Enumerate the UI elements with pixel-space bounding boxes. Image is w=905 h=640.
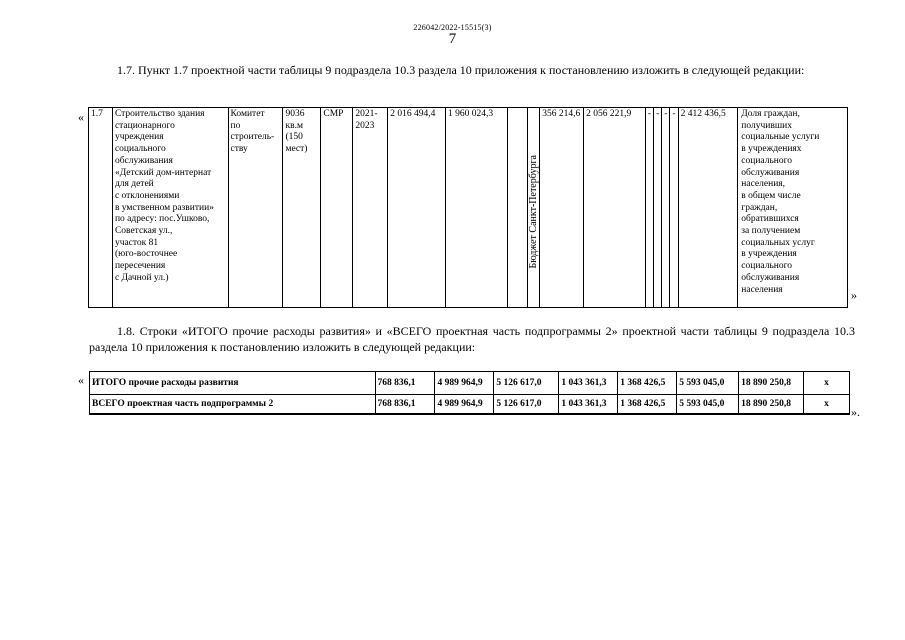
period-line: 2023 — [355, 120, 375, 131]
row-value: 5 126 617,0 — [494, 372, 559, 395]
item-work-type: СМР — [321, 108, 353, 308]
indicator-line: населения, — [741, 179, 786, 190]
item-dash: - — [662, 108, 670, 308]
item-value-1: 2 016 494,4 — [388, 108, 446, 308]
item-empty-cell — [507, 108, 527, 308]
row-value: 1 368 426,5 — [618, 395, 677, 415]
row-value: 1 043 361,3 — [559, 372, 618, 395]
row-value: 1 368 426,5 — [618, 372, 677, 395]
row-label: ИТОГО прочие расходы развития — [90, 372, 376, 395]
executor-line: Комитет — [230, 109, 265, 119]
capacity-line: 9036 — [285, 109, 305, 119]
item-value-2: 1 960 024,3 — [446, 108, 508, 308]
indicator-line: в учреждениях — [741, 144, 802, 155]
close-quote-1-8: ». — [851, 405, 860, 419]
row-value: 5 593 045,0 — [677, 372, 739, 395]
document-number: 226042/2022-15515(3) — [413, 23, 492, 32]
indicator-line: за получением — [741, 226, 801, 237]
open-quote-1-7: « — [78, 110, 84, 124]
table-row — [90, 395, 850, 415]
page-number: 7 — [448, 31, 457, 47]
indicator-line: Доля граждан, — [741, 109, 800, 119]
indicator-line: в общем числе — [741, 190, 801, 201]
item-value-4: 2 056 221,9 — [584, 108, 646, 308]
capacity-line: кв.м — [285, 120, 303, 131]
row-value: 18 890 250,8 — [739, 372, 804, 395]
indicator-line: граждан, — [741, 202, 778, 213]
capacity-line: мест) — [285, 144, 308, 155]
row-value: 18 890 250,8 — [739, 395, 804, 415]
item-executor — [228, 108, 283, 308]
row-value: 4 989 964,9 — [435, 372, 494, 395]
row-value: 5 126 617,0 — [494, 395, 559, 415]
item-name-line: пересечения — [114, 261, 166, 272]
close-quote-1-7: » — [851, 288, 857, 302]
indicator-line: обслуживания — [741, 272, 800, 283]
row-value: 768 836,1 — [375, 372, 435, 395]
item-indicator — [738, 108, 848, 308]
indicator-line: получивших — [741, 120, 792, 131]
row-value: 4 989 964,9 — [435, 395, 494, 415]
indicator-line: в учреждения — [741, 249, 797, 260]
item-capacity — [283, 108, 321, 308]
executor-line: строитель- — [230, 132, 275, 143]
item-name-line: социального — [114, 144, 166, 155]
row-value: 768 836,1 — [375, 395, 435, 415]
item-name-line: участок 81 — [114, 237, 159, 248]
indicator-line: населения — [741, 284, 783, 295]
table-row — [89, 108, 848, 308]
indicator-line: социального — [741, 155, 793, 166]
table-totals — [89, 371, 850, 415]
row-value: 5 593 045,0 — [677, 395, 739, 415]
row-value: x — [804, 372, 850, 395]
table-item-1-7 — [88, 107, 848, 308]
item-name-line: в умственном развитии» — [114, 202, 214, 213]
item-name-line: (юго-восточнее — [114, 249, 178, 260]
item-name-line: для детей — [114, 179, 154, 190]
item-number: 1.7 — [89, 108, 113, 308]
period-line: 2021- — [355, 109, 378, 119]
item-name-line: учреждения — [114, 132, 164, 143]
funding-source-text: Бюджет Санкт-Петербурга — [527, 154, 539, 269]
item-name-line: с Дачной ул.) — [114, 272, 169, 283]
item-value-3: 356 214,6 — [540, 108, 584, 308]
item-period — [353, 108, 388, 308]
item-dash: - — [654, 108, 662, 308]
indicator-line: обратившихся — [741, 214, 799, 225]
item-dash: - — [645, 108, 653, 308]
executor-line: по — [230, 120, 241, 131]
paragraph-1-7: 1.7. Пункт 1.7 проектной части таблицы 9 подраздела 10.3 раздела 10 приложения к постановлению изложить в следующей редакции: — [117, 63, 805, 77]
indicator-line: социальных услуг — [741, 237, 815, 248]
row-value: x — [804, 395, 850, 415]
indicator-line: обслуживания — [741, 167, 800, 178]
capacity-line: (150 — [285, 132, 303, 143]
item-name-line: Советская ул., — [114, 226, 173, 237]
row-label: ВСЕГО проектная часть подпрограммы 2 — [90, 395, 376, 415]
item-value-5: 2 412 436,5 — [678, 108, 738, 308]
item-name-line: Строительство здания — [114, 109, 205, 119]
indicator-line: социальные услуги — [741, 132, 820, 143]
item-name — [112, 108, 228, 308]
item-name-line: по адресу: пос.Ушково, — [114, 214, 210, 225]
item-name-line: с отклонениями — [114, 190, 180, 201]
open-quote-1-8: « — [78, 373, 84, 387]
item-dash: - — [670, 108, 678, 308]
paragraph-1-8: 1.8. Строки «ИТОГО прочие расходы развития» и «ВСЕГО проектная часть подпрограммы 2» проектной части таблицы 9 подраздела 10.3 раздела 10 приложения к постановлению изложить в следующей редакции: — [89, 324, 855, 354]
table-row — [90, 372, 850, 395]
item-funding-source — [527, 108, 540, 308]
item-name-line: обслуживания — [114, 155, 173, 166]
executor-line: ству — [230, 144, 248, 155]
row-value: 1 043 361,3 — [559, 395, 618, 415]
item-name-line: «Детский дом-интернат — [114, 167, 212, 178]
indicator-line: социального — [741, 261, 793, 272]
item-name-line: стационарного — [114, 120, 175, 131]
